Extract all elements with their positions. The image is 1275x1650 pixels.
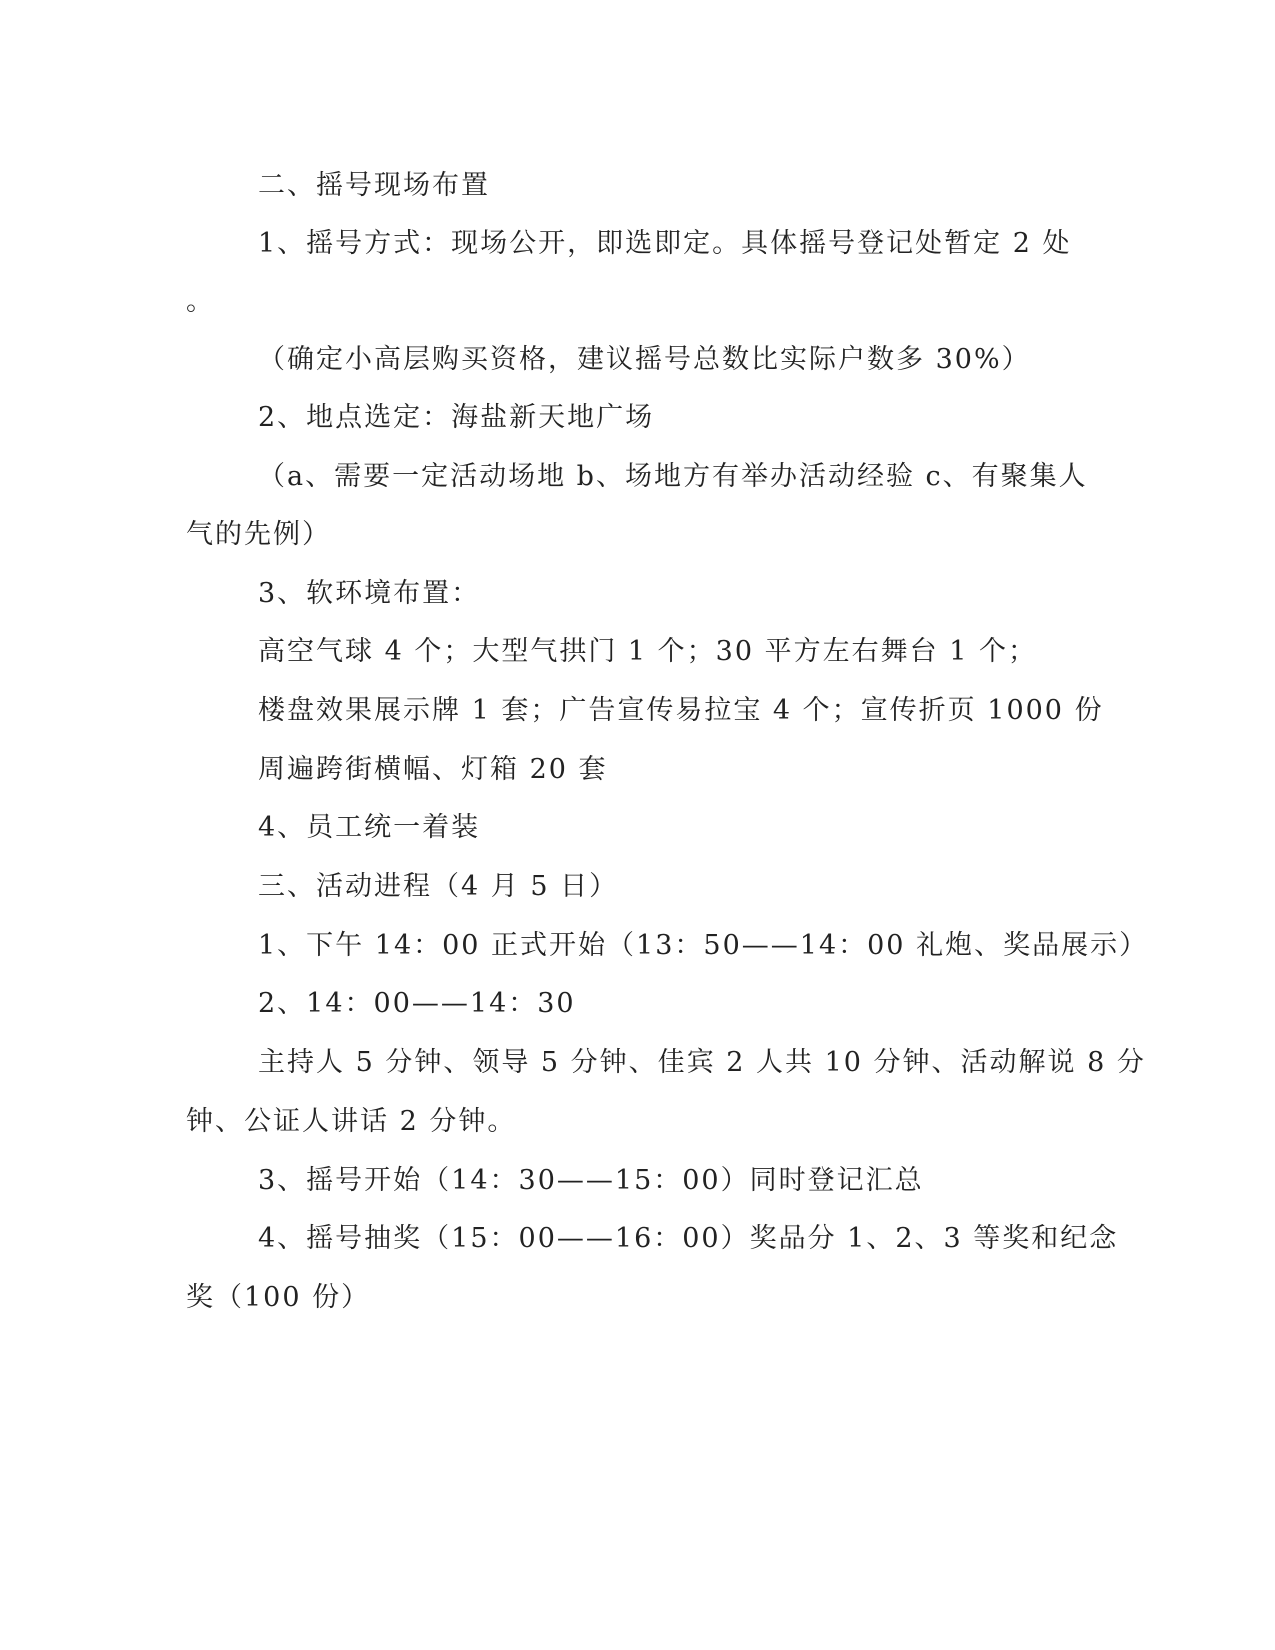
- item-3-list-3: 周遍跨街横幅、灯箱 20 套: [258, 754, 608, 785]
- item-1-note: （确定小高层购买资格，建议摇号总数比实际户数多 30%）: [258, 344, 1031, 375]
- item-2: 2、地点选定：海盐新天地广场: [258, 402, 655, 433]
- step-2: 2、14：00——14：30: [258, 988, 576, 1019]
- item-2-note-line-1: （a、需要一定活动场地 b、场地方有举办活动经验 c、有聚集人: [258, 461, 1088, 492]
- item-3-list-2: 楼盘效果展示牌 1 套；广告宣传易拉宝 4 个；宣传折页 1000 份: [258, 695, 1104, 726]
- section-3-title: 三、活动进程（4 月 5 日）: [258, 871, 619, 902]
- step-3: 3、摇号开始（14：30——15：00）同时登记汇总: [258, 1165, 924, 1196]
- item-3: 3、软环境布置：: [258, 578, 481, 609]
- item-3-list-1: 高空气球 4 个；大型气拱门 1 个；30 平方左右舞台 1 个；: [258, 636, 1037, 667]
- step-1: 1、下午 14：00 正式开始（13：50——14：00 礼炮、奖品展示）: [258, 930, 1149, 961]
- item-1-line-1: 1、摇号方式：现场公开，即选即定。具体摇号登记处暂定 2 处: [258, 228, 1072, 259]
- step-2-detail-line-2: 钟、公证人讲话 2 分钟。: [186, 1106, 517, 1137]
- step-4-line-2: 奖（100 份）: [186, 1282, 371, 1313]
- item-2-note-line-2: 气的先例）: [186, 519, 331, 550]
- step-4-line-1: 4、摇号抽奖（15：00——16：00）奖品分 1、2、3 等奖和纪念: [258, 1223, 1119, 1254]
- section-2-title: 二、摇号现场布置: [258, 170, 490, 201]
- item-1-line-2: 。: [186, 286, 215, 317]
- item-4: 4、员工统一着装: [258, 812, 481, 843]
- step-2-detail-line-1: 主持人 5 分钟、领导 5 分钟、佳宾 2 人共 10 分钟、活动解说 8 分: [258, 1047, 1146, 1078]
